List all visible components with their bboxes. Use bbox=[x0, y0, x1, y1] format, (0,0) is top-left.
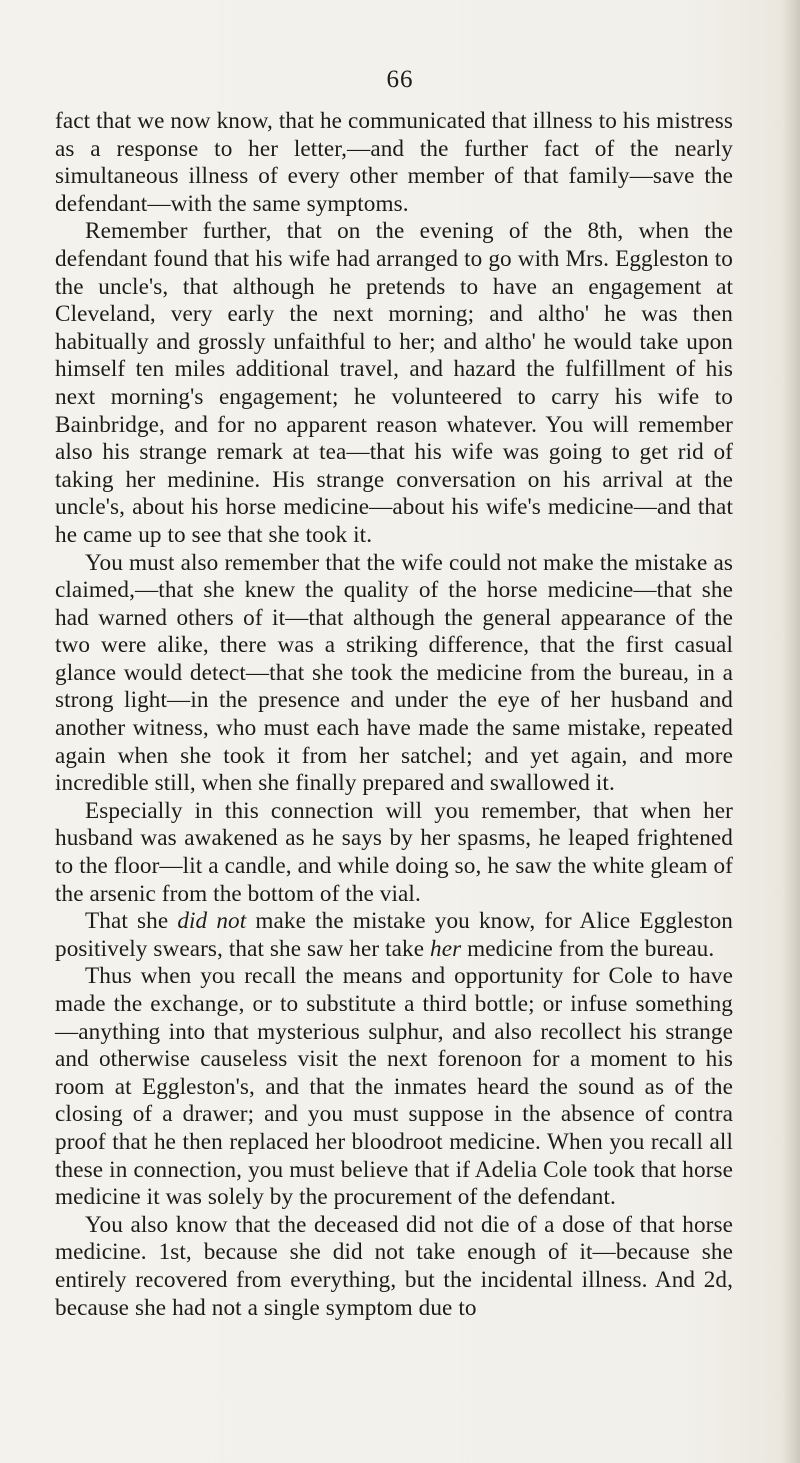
paragraph-did-not-die: You also know that the deceased did not die of a dose of that horse medicine. 1st, because she did not take enough of it—because she entirely recovered from everything, but the incidental illness. And 2d, because she had not a single symptom due to bbox=[55, 1211, 733, 1321]
paragraph-did-not-make-mistake bbox=[55, 908, 733, 963]
emphasis-her: her bbox=[430, 935, 462, 962]
paragraph-continuation: fact that we now know, that he communicated that illness to his mistress as a response to her letter,—and the further fact of the nearly simultaneous illness of every other member of that family—save the defendant—with the same symptoms. bbox=[55, 108, 733, 217]
page-edge-shadow bbox=[782, 0, 800, 1463]
paragraph-text-segment: make the mistake you know, for Alice Eggleston positively swears, that she saw her take bbox=[55, 908, 733, 962]
paragraph-mistake-claimed: You must also remember that the wife could not make the mistake as claimed,—that she knew the quality of the horse medicine—that she had warned others of it—that although the general appearance of the two were alike, there was a striking difference, that the first casual glance would detect—that she took the medicine from the bureau, in a strong light—in the presence and under the eye of her husband and another witness, who must each have made the same mistake, repeated again when she took it from her satchel; and yet again, and more incredible still, when she finally prepared and swallowed it. bbox=[55, 549, 733, 797]
body-text bbox=[55, 108, 733, 1322]
emphasis-did-not: did not bbox=[177, 908, 247, 935]
paragraph-especially: Especially in this connection will you remember, that when her husband was awakened as he says by her spasms, he leaped frightened to the floor—lit a candle, and while doing so, he saw the white gleam of the arsenic from the bottom of the vial. bbox=[55, 797, 733, 907]
paragraph-remember-further: Remember further, that on the evening of the 8th, when the defendant found that his wife had arranged to go with Mrs. Eggleston to the uncle's, that although he pretends to have an engagement at Cleveland, very early the next morning; and altho' he was then habitually and grossly unfaithful to her; and altho' he would take upon himself ten miles additional travel, and hazard the fulfillment of his next morning's engagement; he volunteered to carry his wife to Bainbridge, and for no apparent reason whatever. You will remember also his strange remark at tea—that his wife was going to get rid of taking her medinine. His strange conversation on his arrival at the uncle's, about his horse medicine—about his wife's medicine—and that he came up to see that she took it. bbox=[55, 218, 733, 548]
page-number: 66 bbox=[386, 66, 414, 93]
paragraph-means-and-opportunity: Thus when you recall the means and opportunity for Cole to have made the exchange, or to substitute a third bottle; or infuse something—anything into that mysterious sulphur, and also recollect his strange and otherwise causeless visit the next forenoon for a moment to his room at Eggleston's, and that the inmates heard the sound as of the closing of a drawer; and you must suppose in the absence of contra proof that he then replaced her bloodroot medicine. When you recall all these in connection, you must believe that if Adelia Cole took that horse medicine it was solely by the procurement of the defendant. bbox=[55, 963, 733, 1211]
paragraph-text-segment: medicine from the bureau. bbox=[461, 935, 715, 962]
paragraph-text-segment: That she bbox=[85, 908, 178, 935]
